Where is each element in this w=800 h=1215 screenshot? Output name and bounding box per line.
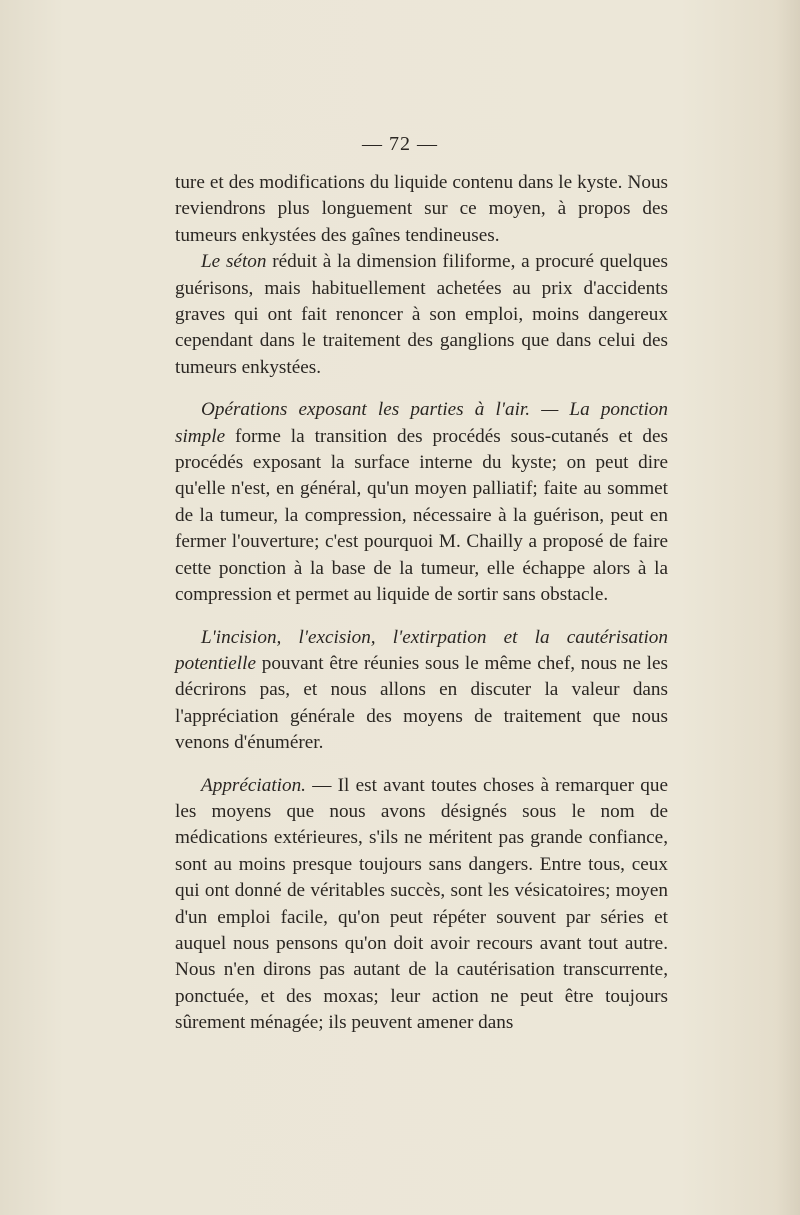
paragraph-4-lead: L'incision, l'excision, l'extirpation et la cautérisation potentielle <box>175 626 668 674</box>
paragraph-2-lead: Le séton <box>201 251 267 273</box>
paragraph-1-text: ture et des modifications du liquide contenu dans le kyste. Nous reviendrons plus longuement sur ce moyen, à propos des tumeurs enkystées des gaînes tendineuses. <box>175 172 668 246</box>
paragraph-2 <box>175 249 668 381</box>
paragraph-4 <box>175 625 668 757</box>
paragraph-5 <box>175 773 668 1037</box>
paragraph-3-text: forme la transition des procédés sous-cutanés et des procédés exposant la surface interne du kyste; on peut dire qu'elle n'est, en général, qu'un moyen palliatif; faite au sommet de la tumeur, la compression, nécessaire à la guérison, peut en fermer l'ouverture; c'est pourquoi M. Chailly a proposé de faire cette ponction à la base de la tumeur, elle échappe alors à la compression et permet au liquide de sortir sans obstacle. <box>175 425 668 606</box>
paragraph-3 <box>175 397 668 608</box>
paragraph-5-lead: Appréciation. <box>201 774 306 796</box>
body-text <box>175 170 668 1037</box>
paragraph-2-text: réduit à la dimension filiforme, a procuré quelques guérisons, mais habituellement achetées au prix d'accidents graves qui ont fait renoncer à son emploi, moins dangereux cependant dans le traitement des ganglions que dans celui des tumeurs enkystées. <box>175 251 668 378</box>
paragraph-3-lead: Opérations exposant les parties à l'air. — La ponction simple <box>175 399 668 447</box>
paragraph-4-text: pouvant être réunies sous le même chef, nous ne les décrirons pas, et nous allons en discuter la valeur dans l'appréciation générale des moyens de traitement que nous venons d'énumérer. <box>175 652 668 754</box>
paragraph-1 <box>175 170 668 249</box>
page-number: — 72 — <box>362 133 438 155</box>
paragraph-5-text: — Il est avant toutes choses à remarquer que les moyens que nous avons désignés sous le nom de médications extérieures, s'ils ne méritent pas grande confiance, sont au moins presque toujours sans dangers. Entre tous, ceux qui ont donné de véritables succès, sont les vésicatoires; moyen d'un emploi facile, qu'on peut répéter souvent par séries et auquel nous pensons qu'on doit avoir recours avant tout autre. Nous n'en dirons pas autant de la cautérisation transcurrente, ponctuée, et des moxas; leur action ne peut être toujours sûrement ménagée; ils peuvent amener dans <box>175 774 668 1034</box>
